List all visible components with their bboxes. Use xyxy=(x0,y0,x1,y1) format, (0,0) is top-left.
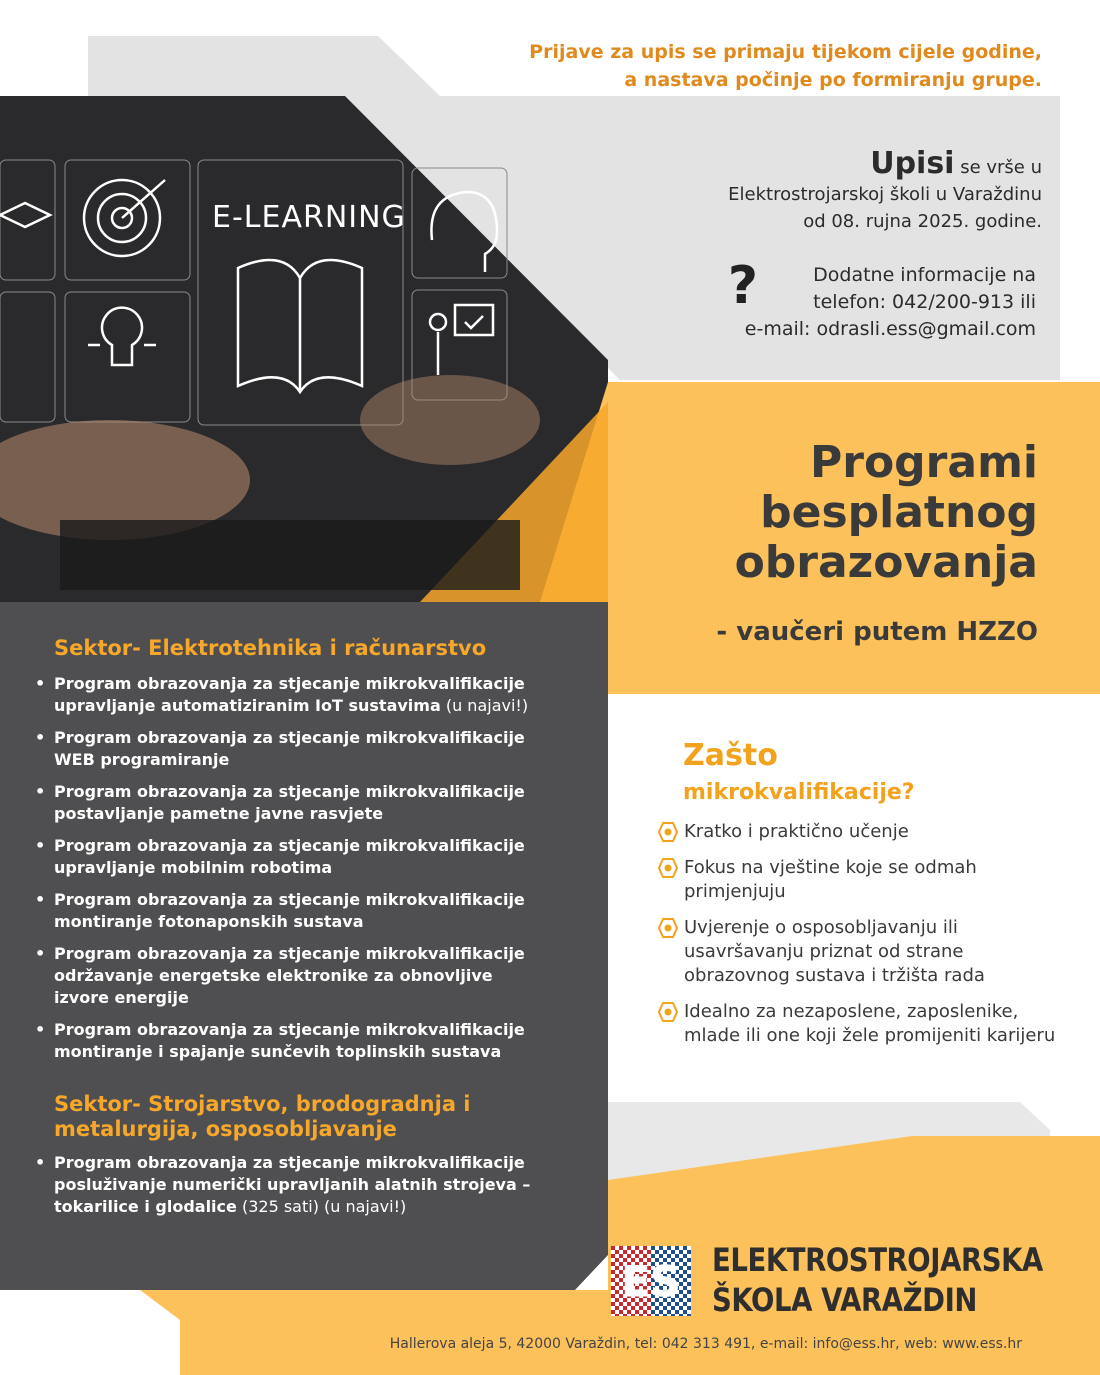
program-text: Program obrazovanja za stjecanje mikrokvalifikacije održavanje energetske elektronike za obnovljive izvore energije xyxy=(54,944,525,1007)
contact-phone: telefon: 042/200-913 ili xyxy=(813,291,1036,313)
list-item xyxy=(658,1000,1058,1048)
why-subheading: mikrokvalifikacije? xyxy=(683,780,915,805)
sector2-program-list xyxy=(33,1152,553,1228)
programs-subtitle: - vaučeri putem HZZO xyxy=(716,617,1038,647)
hexagon-bullet-icon xyxy=(658,822,678,842)
why-item-text: Fokus na vještine koje se odmah primjenjuju xyxy=(684,857,977,902)
hands-shape-right xyxy=(360,375,540,465)
upisi-line2: Elektrostrojarskoj školi u Varaždinu xyxy=(728,184,1042,205)
sector1-program-list xyxy=(33,673,553,1073)
list-item xyxy=(658,820,1058,844)
list-item xyxy=(33,1152,553,1218)
sector2-title-line1: Sektor- Strojarstvo, brodogradnja i xyxy=(54,1092,471,1116)
enrollment-note-line2: a nastava počinje po formiranju grupe. xyxy=(624,69,1042,91)
contact-line1: Dodatne informacije na xyxy=(813,264,1036,286)
hexagon-bullet-icon xyxy=(658,858,678,878)
program-text: Program obrazovanja za stjecanje mikrokvalifikacije montiranje i spajanje sunčevih toplinskih sustava xyxy=(54,1020,525,1061)
list-item xyxy=(658,856,1058,904)
list-item xyxy=(658,916,1058,988)
laptop-keyboard xyxy=(60,520,520,590)
enrollment-note xyxy=(529,38,1042,94)
school-name xyxy=(712,1240,1043,1320)
school-name-line1: ELEKTROSTROJARSKA xyxy=(712,1241,1043,1279)
upisi-heading: Upisi xyxy=(870,146,955,181)
sector1-title: Sektor- Elektrotehnika i računarstvo xyxy=(54,636,487,660)
why-item-text: Idealno za nezaposlene, zaposlenike, mlade ili one koji žele promijeniti karijeru xyxy=(684,1001,1056,1046)
programs-title-line3: obrazovanja xyxy=(734,537,1038,588)
upisi-line3: od 08. rujna 2025. godine. xyxy=(803,211,1042,232)
program-note: (u najavi!) xyxy=(440,696,529,715)
question-mark-icon: ? xyxy=(727,256,759,316)
list-item xyxy=(33,889,553,933)
why-item-text: Uvjerenje o osposobljavanju ili usavršavanju priznat od strane obrazovnog sustava i tržišta rada xyxy=(684,917,985,986)
program-text: Program obrazovanja za stjecanje mikrokvalifikacije montiranje fotonaponskih sustava xyxy=(54,890,525,931)
enrollment-note-line1: Prijave za upis se primaju tijekom cijele godine, xyxy=(529,41,1042,63)
program-text: Program obrazovanja za stjecanje mikrokvalifikacije posluživanje numerički upravljanih alatnih strojeva – tokarilice i glodalice xyxy=(54,1153,531,1216)
list-item xyxy=(33,1019,553,1063)
list-item xyxy=(33,727,553,771)
school-name-line2: ŠKOLA VARAŽDIN xyxy=(712,1281,977,1319)
programs-title-line2: besplatnog xyxy=(760,487,1038,538)
list-item xyxy=(33,781,553,825)
program-note: (325 sati) (u najavi!) xyxy=(236,1197,407,1216)
program-text: Program obrazovanja za stjecanje mikrokvalifikacije upravljanje mobilnim robotima xyxy=(54,836,525,877)
sector2-title-line2: metalurgija, osposobljavanje xyxy=(54,1117,397,1141)
why-item-text: Kratko i praktično učenje xyxy=(684,821,909,842)
school-logo-icon xyxy=(611,1246,691,1316)
program-text: Program obrazovanja za stjecanje mikrokvalifikacije WEB programiranje xyxy=(54,728,525,769)
sector2-title xyxy=(54,1092,574,1142)
why-heading: Zašto xyxy=(683,738,778,773)
list-item xyxy=(33,835,553,879)
svg-text:ES: ES xyxy=(621,1257,681,1306)
program-text: Program obrazovanja za stjecanje mikrokvalifikacije upravljanje automatiziranim IoT sustavima xyxy=(54,674,525,715)
upisi-rest: se vrše u xyxy=(954,157,1042,178)
list-item xyxy=(33,673,553,717)
programs-title xyxy=(735,438,1038,588)
footer-contact: Hallerova aleja 5, 42000 Varaždin, tel: 042 313 491, e-mail: info@ess.hr, web: www.ess.hr xyxy=(389,1336,1022,1352)
e-learning-label: E-LEARNING xyxy=(212,200,406,235)
hexagon-bullet-icon xyxy=(658,918,678,938)
hexagon-bullet-icon xyxy=(658,1002,678,1022)
list-item xyxy=(33,943,553,1009)
program-text: Program obrazovanja za stjecanje mikrokvalifikacije postavljanje pametne javne rasvjete xyxy=(54,782,525,823)
why-list xyxy=(658,820,1058,1060)
enrollment-info xyxy=(728,146,1042,235)
programs-title-line1: Programi xyxy=(810,437,1038,488)
contact-info xyxy=(745,262,1036,343)
contact-email: e-mail: odrasli.ess@gmail.com xyxy=(744,318,1036,340)
